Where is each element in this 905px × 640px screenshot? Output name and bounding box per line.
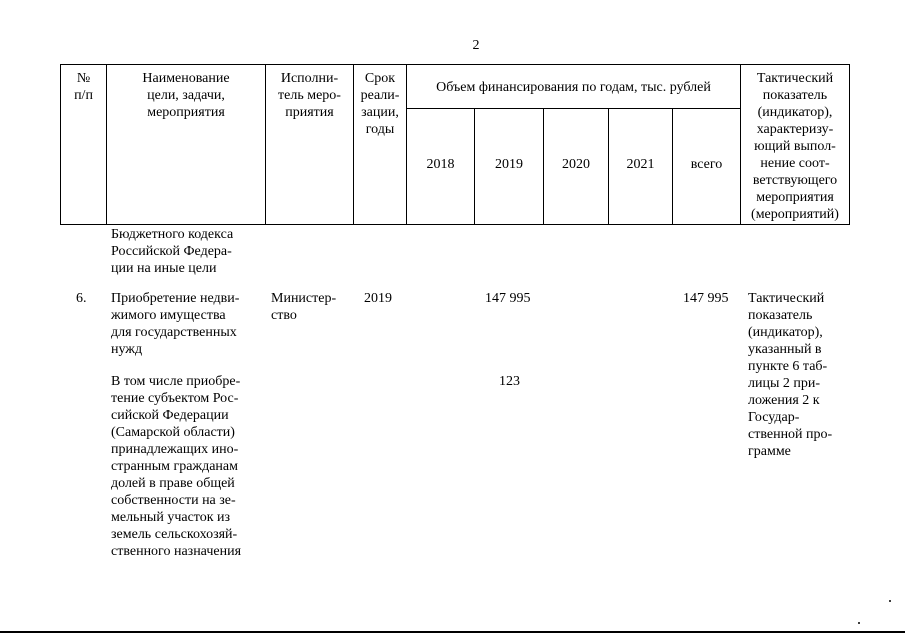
header-year-2021: 2021 (626, 157, 655, 172)
header-year-2018: 2018 (426, 157, 455, 172)
scan-speck (889, 600, 891, 602)
header-term: Срок реали- зации, годы (360, 71, 400, 137)
row-executor: Министер- ство (271, 291, 337, 323)
row-name: Приобретение недви- жимого имущества для государственных нужд (111, 291, 240, 357)
header-executor: Исполни- тель меро- приятия (278, 71, 341, 120)
header-name: Наименование цели, задачи, мероприятия (142, 71, 230, 120)
table-header (60, 64, 850, 225)
row-term: 2019 (364, 291, 392, 306)
subrow-value-2019: 123 (499, 374, 520, 389)
header-year-2020: 2020 (562, 157, 590, 172)
row-total: 147 995 (683, 291, 729, 306)
row-value-2019: 147 995 (485, 291, 531, 306)
subrow-name: В том числе приобре- тение субъектом Рос- сийской Федерации (Самарской области) принадлежащих ино- странным гражданам долей в праве общей собственности на зе- мельный участок из земель сельскохозяй- ственного назначения (111, 374, 242, 559)
header-year-2019: 2019 (495, 157, 523, 172)
header-total: всего (690, 157, 723, 172)
header-indicator: Тактический показатель (индикатор), характеризу- ющий выпол- нение соот- ветствующего мероприятия (мероприятий) (751, 71, 839, 222)
continuation-text: Бюджетного кодекса Российской Федера- ции на иные цели (111, 227, 234, 276)
row-indicator: Тактический показатель (индикатор), указанный в пункте 6 таб- лицы 2 при- ложения 2 к Государ- ственной про- грамме (748, 291, 833, 459)
scan-edge-line (0, 631, 905, 633)
header-funding: Объем финансирования по годам, тыс. рублей (436, 80, 711, 95)
scan-speck (858, 622, 860, 624)
row-number: 6. (76, 291, 87, 306)
page-number: 2 (472, 38, 480, 53)
header-number: № п/п (74, 71, 93, 103)
